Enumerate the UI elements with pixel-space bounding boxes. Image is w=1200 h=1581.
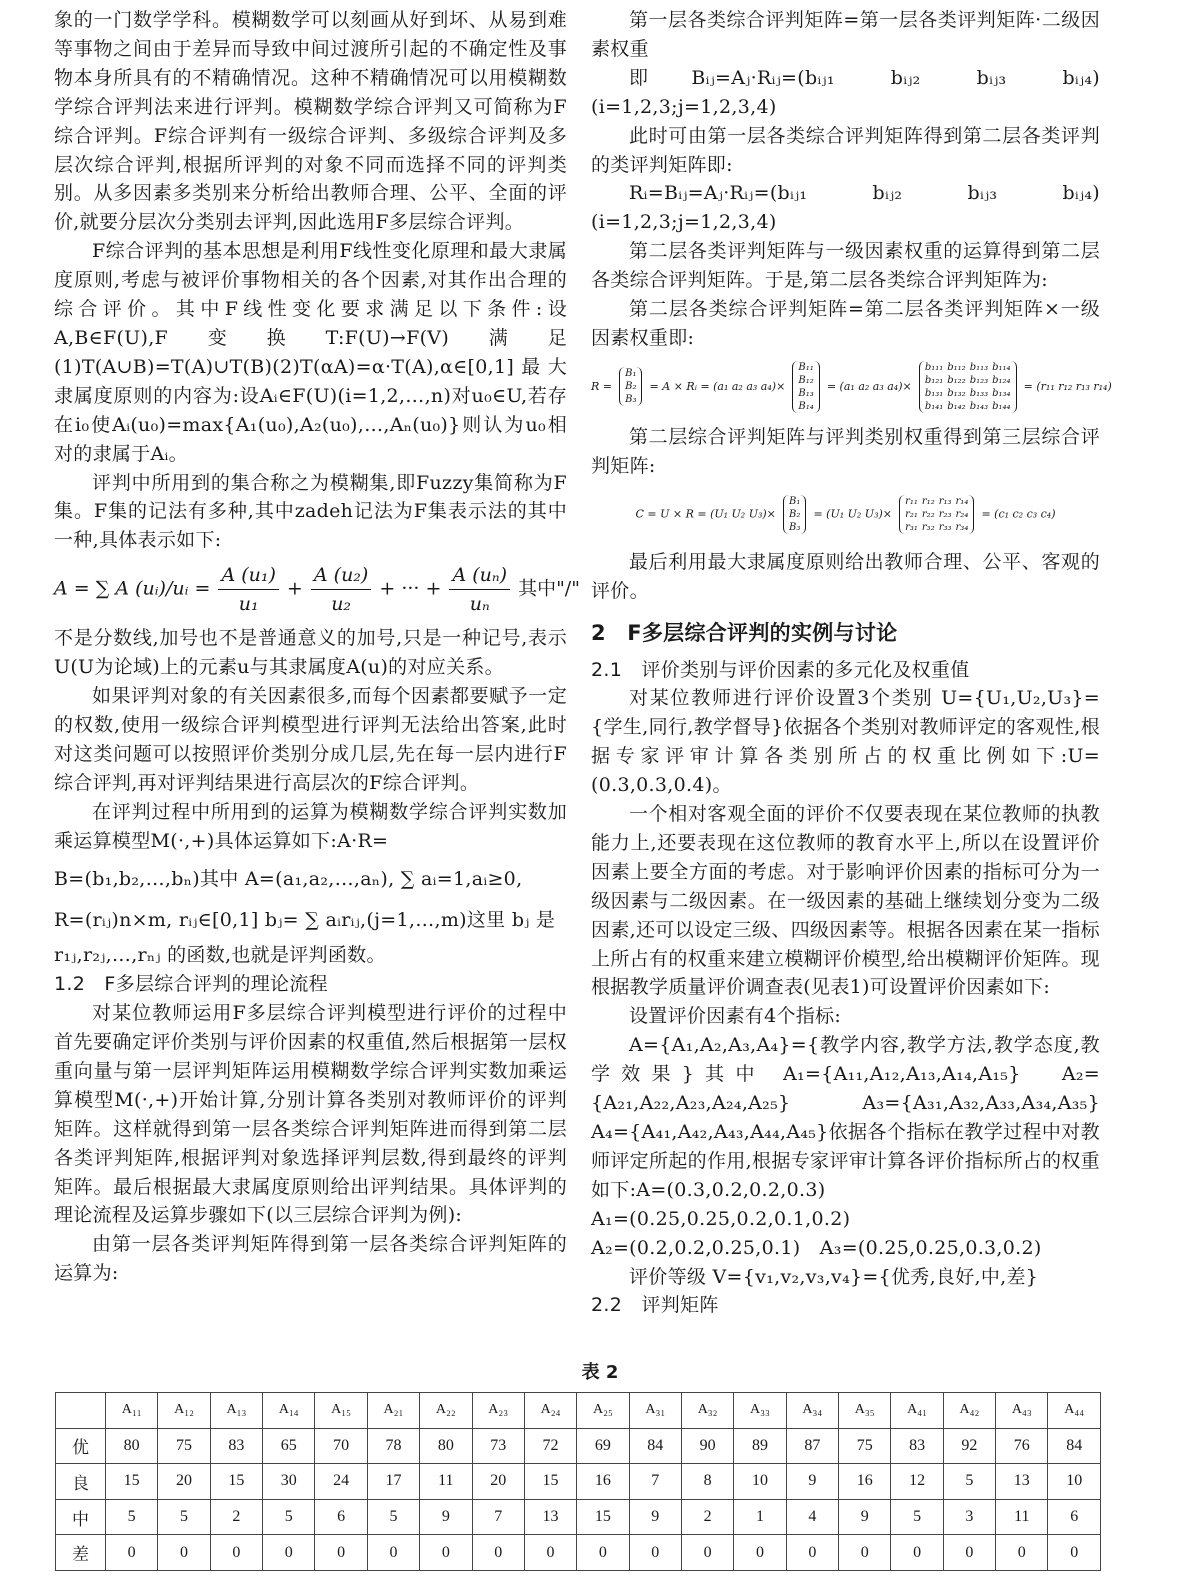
table-cell: 13 [996,1464,1048,1500]
table-cell: 9 [629,1499,681,1535]
column-header: A₁₅ [315,1393,367,1429]
table-cell: 6 [315,1499,367,1535]
table-cell: 8 [681,1464,733,1500]
table-row [56,1499,1101,1535]
table-cell: 0 [524,1535,576,1571]
paragraph: 在评判过程中所用到的运算为模糊数学综合评判实数加乘运算模型M(·,+)具体运算如下:A·R= [54,800,567,852]
column-header: A₃₂ [681,1393,733,1429]
table-cell: 16 [839,1464,891,1500]
table-cell: 89 [734,1428,786,1464]
table-title: 表 2 [581,1362,619,1383]
table-cell: 0 [629,1535,681,1571]
evaluation-table [55,1392,1101,1571]
matrix-formula-c: C = U × R = (U₁ U₂ U₃)× B₁ B₂ B₃ = (U₁ U₂ U₃)× r₁₁ r₁₂ r₁₃ r₁₄ r₂₁ r₂₂ r₂₃ r₂₄ r₃₁ r₃₂ r₃₃ r₃₄ = (c₁ c₂ c₃ c₄) [635,495,1056,533]
formula-line: Rᵢ=Bᵢⱼ=Aⱼ·Rᵢⱼ=(bᵢⱼ₁ bᵢⱼ₂ bᵢⱼ₃ bᵢⱼ₄)(i=1,2,3;j=1,2,3,4) [591,182,1100,234]
column-header: A₃₄ [786,1393,838,1429]
table-cell: 6 [1048,1499,1101,1535]
formula-line: B=(b₁,b₂,…,bₙ)其中 A=(a₁,a₂,…,aₙ), ∑ aᵢ=1,aᵢ≥0, [54,868,523,891]
table-cell: 0 [996,1535,1048,1571]
column-header: A₄₂ [943,1393,995,1429]
column-header: A₂₅ [577,1393,629,1429]
table-cell: 72 [524,1428,576,1464]
section-heading: 1.2 F多层综合评判的理论流程 [54,973,328,996]
table-cell: 0 [210,1535,262,1571]
column-header: A₄₄ [1048,1393,1101,1429]
table-cell: 0 [839,1535,891,1571]
row-label: 中 [56,1499,106,1535]
formula-line: A₂=(0.2,0.2,0.25,0.1) A₃=(0.25,0.25,0.3,0.2) [591,1236,1042,1259]
table-cell: 11 [996,1499,1048,1535]
column-header: A₁₃ [210,1393,262,1429]
table-cell: 0 [734,1535,786,1571]
table-corner-cell [56,1393,106,1429]
fraction: $\frac{\text{A (u₁)}}{\text{u₁}}$ [218,561,278,618]
formula-line: 即 Bᵢⱼ=Aⱼ·Rᵢⱼ=(bᵢⱼ₁ bᵢⱼ₂ bᵢⱼ₃ bᵢⱼ₄)(i=1,2,3;j=1,2,3,4) [591,66,1100,118]
paragraph: 由第一层各类评判矩阵得到第一层各类综合评判矩阵的运算为: [54,1233,567,1285]
table-cell: 70 [315,1428,367,1464]
table-cell: 0 [420,1535,472,1571]
table-cell: 24 [315,1464,367,1500]
column-header: A₂₄ [524,1393,576,1429]
table-cell: 11 [420,1464,472,1500]
column-header: A₄₃ [996,1393,1048,1429]
formula-line: A₁=(0.25,0.25,0.2,0.1,0.2) [591,1207,851,1230]
column-header: A₁₁ [106,1393,158,1429]
paragraph: 一个相对客观全面的评价不仅要表现在某位教师的执教能力上,还要表现在这位教师的教育水平上,所以在设置评价因素上要全方面的考虑。对于影响评价因素的指标可分为一级因素与二级因素。在一级因素的基础上继续划分变为二级因素,还可以设定三级、四级因素等。根据各因素在某一指标上所占有的权重来建立模糊评价模型,给出模糊评价矩阵。现根据教学质量评价调查表(见表1)可设置评价因素如下: [591,803,1100,999]
table-cell: 84 [629,1428,681,1464]
row-label: 差 [56,1535,106,1571]
table-cell: 7 [629,1464,681,1500]
table-cell: 65 [263,1428,315,1464]
table-cell: 80 [420,1428,472,1464]
matrix-b: B₁ B₂ B₃ [783,495,806,534]
zadeh-formula: A = ∑ A (uᵢ)/uᵢ = $\frac{\text{A (u₁)}}{\text{u₁}}$ + $\frac{\text{A (u₂)}}{\text{u₂}}$ + ··· + $\frac{\text{A (uₙ)}}{\text{uₙ}}$ 其中"/" [54,561,567,618]
table-cell: 0 [786,1535,838,1571]
table-cell: 0 [263,1535,315,1571]
matrix-formula-r: R = B₁ B₂ B₃ = A × Rᵢ = (a₁ a₂ a₃ a₄)× B₁₁ B₁₂ B₁₃ B₁₄ = (a₁ a₂ a₃ a₄)× b₁₁₁ b₁₁₂ b₁₁₃ b₁₁₄ b₁₂₁ b₁₂₂ b₁₂₃ b₁₂₄ b₁₃₁ b₁₃₂ b₁₃₃ b₁₃₄ b₁₄₁ b₁₄₂ b₁₄₃ b₁₄₄ = (r₁₁ r₁₂ r₁₃ r₁₄) [591,361,1112,412]
paragraph: 设置评价因素有4个指标: [629,1005,842,1028]
table-cell: 92 [943,1428,995,1464]
left-column [54,6,580,1288]
table-cell: 10 [734,1464,786,1500]
table-cell: 1 [734,1499,786,1535]
column-header: A₁₂ [158,1393,210,1429]
table-cell: 0 [681,1535,733,1571]
paragraph: 第二层各类综合评判矩阵=第二层各类评判矩阵×一级因素权重即: [591,298,1100,349]
column-header: A₄₁ [891,1393,943,1429]
table-cell: 0 [367,1535,419,1571]
table-cell: 13 [524,1499,576,1535]
table-row [56,1428,1101,1464]
table-cell: 78 [367,1428,419,1464]
subsection-heading: 2.2 评判矩阵 [591,1294,719,1317]
paragraph: 第二层各类评判矩阵与一级因素权重的运算得到第二层各类综合评判矩阵。于是,第二层各类综合评判矩阵为: [591,240,1100,292]
paragraph: 对某位教师运用F多层综合评判模型进行评价的过程中首先要确定评价类别与评价因素的权重值,然后根据第一层权重向量与第一层评判矩阵运用模糊数学综合评判实数加乘运算模型M(·,+)开始计算,分别计算各类别对教师评价的评判矩阵。这样就得到第一层各类综合评判矩阵进而得到第二层各类评判矩阵,根据评判对象选择评判层数,得到最终的评判矩阵。最后根据最大隶属度原则给出评判结果。具体评判的理论流程及运算步骤如下(以三层综合评判为例): [54,1002,567,1227]
table-cell: 15 [210,1464,262,1500]
table-cell: 7 [472,1499,524,1535]
paragraph: 如果评判对象的有关因素很多,而每个因素都要赋予一定的权数,使用一级综合评判模型进行评判无法给出答案,此时对这类问题可以按照评价类别分成几层,先在每一层内进行F综合评判,再对评判结果进行高层次的F综合评判。 [54,685,567,794]
column-header: A₃₁ [629,1393,681,1429]
table-cell: 9 [786,1464,838,1500]
paragraph: 不是分数线,加号也不是普通意义的加号,只是一种记号,表示U(U为论域)上的元素u与其隶属度A(u)的对应关系。 [54,627,567,679]
paragraph: 象的一门数学学科。模糊数学可以刻画从好到坏、从易到难等事物之间由于差异而导致中间过渡所引起的不确定性及事物本身所具有的不精确情况。这种不精确情况可以用模糊数学综合评判法来进行评判。模糊数学综合评判又可简称为F综合评判。F综合评判有一级综合评判、多级综合评判及多层次综合评判,根据所评判的对象不同而选择不同的评判类别。从多因素多类别来分析给出教师合理、公平、全面的评价,就要分层次分类别去评判,因此选用F多层综合评判。 [54,9,567,234]
table-cell: 69 [577,1428,629,1464]
table-cell: 4 [786,1499,838,1535]
column-header: A₃₃ [734,1393,786,1429]
paragraph: 对某位教师进行评价设置3个类别 U={U₁,U₂,U₃}={学生,同行,教学督导}依据各个类别对教师评定的客观性,根据专家评审计算各类别所占的权重比例如下:U=(0.3,0.3,0.4)。 [591,687,1100,797]
table-cell: 75 [158,1428,210,1464]
subsection-heading: 2.1 评价类别与评价因素的多元化及权重值 [591,658,970,681]
table-cell: 5 [158,1499,210,1535]
table-cell: 5 [106,1499,158,1535]
row-label: 良 [56,1464,106,1500]
table-cell: 5 [263,1499,315,1535]
formula-line: R=(rᵢⱼ)n×m, rᵢⱼ∈[0,1] bⱼ= ∑ aᵢrᵢⱼ,(j=1,…,m)这里 bⱼ 是 [54,909,556,932]
matrix-bijk: b₁₁₁ b₁₁₂ b₁₁₃ b₁₁₄ b₁₂₁ b₁₂₂ b₁₂₃ b₁₂₄ b₁₃₁ b₁₃₂ b₁₃₃ b₁₃₄ b₁₄₁ b₁₄₂ b₁₄₃ b₁₄₄ [919,361,1017,413]
column-header: A₂₃ [472,1393,524,1429]
table-cell: 2 [681,1499,733,1535]
table-cell: 0 [943,1535,995,1571]
table-cell: 15 [524,1464,576,1500]
fraction: $\frac{\text{A (u₂)}}{\text{u₂}}$ [311,561,371,618]
section-heading: 2 F多层综合评判的实例与讨论 [591,620,898,645]
table-cell: 9 [420,1499,472,1535]
table-cell: 0 [472,1535,524,1571]
table-cell: 83 [891,1428,943,1464]
row-label: 优 [56,1428,106,1464]
paragraph: 最后利用最大隶属度原则给出教师合理、公平、客观的评价。 [591,550,1100,602]
matrix-b1j: B₁₁ B₁₂ B₁₃ B₁₄ [792,361,819,413]
table-row [56,1535,1101,1571]
table-header-row [56,1393,1101,1429]
table-cell: 0 [106,1535,158,1571]
matrix-r: r₁₁ r₁₂ r₁₃ r₁₄ r₂₁ r₂₂ r₂₃ r₂₄ r₃₁ r₃₂ r₃₃ r₃₄ [899,495,974,534]
table-cell: 76 [996,1428,1048,1464]
table-cell: 15 [106,1464,158,1500]
table-cell: 10 [1048,1464,1101,1500]
table-cell: 2 [210,1499,262,1535]
table-cell: 87 [786,1428,838,1464]
column-header: A₂₂ [420,1393,472,1429]
column-header: A₁₄ [263,1393,315,1429]
paragraph: A={A₁,A₂,A₃,A₄}={教学内容,教学方法,教学态度,教学效果}其中 A₁={A₁₁,A₁₂,A₁₃,A₁₄,A₁₅} A₂={A₂₁,A₂₂,A₂₃,A₂₄,A₂₅} A₃={A₃₁,A₃₂,A₃₃,A₃₄,A₃₅} A₄={A₄₁,A₄₂,A₄₃,A₄₄,A₄₅}依据各个指标在教学过程中对教师评定所起的作用,根据专家评审计算各评价指标所占的权重如下:A=(0.3,0.2,0.2,0.3) [591,1034,1120,1201]
paragraph: 第一层各类综合评判矩阵=第一层各类评判矩阵·二级因素权重 [591,9,1100,60]
paragraph: 第二层综合评判矩阵与评判类别权重得到第三层综合评判矩阵: [591,425,1100,477]
fraction: $\frac{\text{A (uₙ)}}{\text{uₙ}}$ [449,561,510,618]
formula-line: r₁ⱼ,r₂ⱼ,…,rₙⱼ 的函数,也就是评判函数。 [54,944,386,967]
table-cell: 5 [367,1499,419,1535]
table-cell: 73 [472,1428,524,1464]
matrix-b: B₁ B₂ B₃ [619,367,642,406]
table-cell: 75 [839,1428,891,1464]
table-cell: 20 [158,1464,210,1500]
table-cell: 5 [943,1464,995,1500]
column-header: A₂₁ [367,1393,419,1429]
table-cell: 3 [943,1499,995,1535]
table-cell: 9 [839,1499,891,1535]
table-cell: 0 [158,1535,210,1571]
right-column [591,6,1120,1320]
column-header: A₃₅ [839,1393,891,1429]
table-cell: 20 [472,1464,524,1500]
table-cell: 0 [577,1535,629,1571]
table-cell: 0 [315,1535,367,1571]
table-cell: 0 [891,1535,943,1571]
table-cell: 0 [1048,1535,1101,1571]
table-cell: 15 [577,1499,629,1535]
table-cell: 83 [210,1428,262,1464]
table-cell: 12 [891,1464,943,1500]
table-row [56,1464,1101,1500]
table-cell: 80 [106,1428,158,1464]
table-cell: 16 [577,1464,629,1500]
paragraph: 此时可由第一层各类综合评判矩阵得到第二层各类评判的类评判矩阵即: [591,124,1100,176]
paragraph: 评判中所用到的集合称之为模糊集,即Fuzzy集简称为F集。F集的记法有多种,其中zadeh记法为F集表示法的其中一种,具体表示如下: [54,471,567,552]
table-cell: 5 [891,1499,943,1535]
paragraph: 评价等级 V={v₁,v₂,v₃,v₄}={优秀,良好,中,差} [629,1265,1039,1288]
table-cell: 84 [1048,1428,1101,1464]
table-cell: 30 [263,1464,315,1500]
table-cell: 17 [367,1464,419,1500]
table-cell: 90 [681,1428,733,1464]
paragraph: F综合评判的基本思想是利用F线性变化原理和最大隶属度原则,考虑与被评价事物相关的各个因素,对其作出合理的综合评价。其中F线性变化要求满足以下条件:设A,B∈F(U),F变换T:F(U)→F(V)满足(1)T(A∪B)=T(A)∪T(B)(2)T(αA)=α·T(A),α∈[0,1]最大隶属度原则的内容为:设Aᵢ∈F(U)(i=1,2,…,n)对u₀∈U,若存在i₀使Aᵢ(u₀)=max{A₁(u₀),A₂(u₀),…,Aₙ(u₀)}则认为u₀相对的隶属于Aᵢ。 [54,240,567,465]
